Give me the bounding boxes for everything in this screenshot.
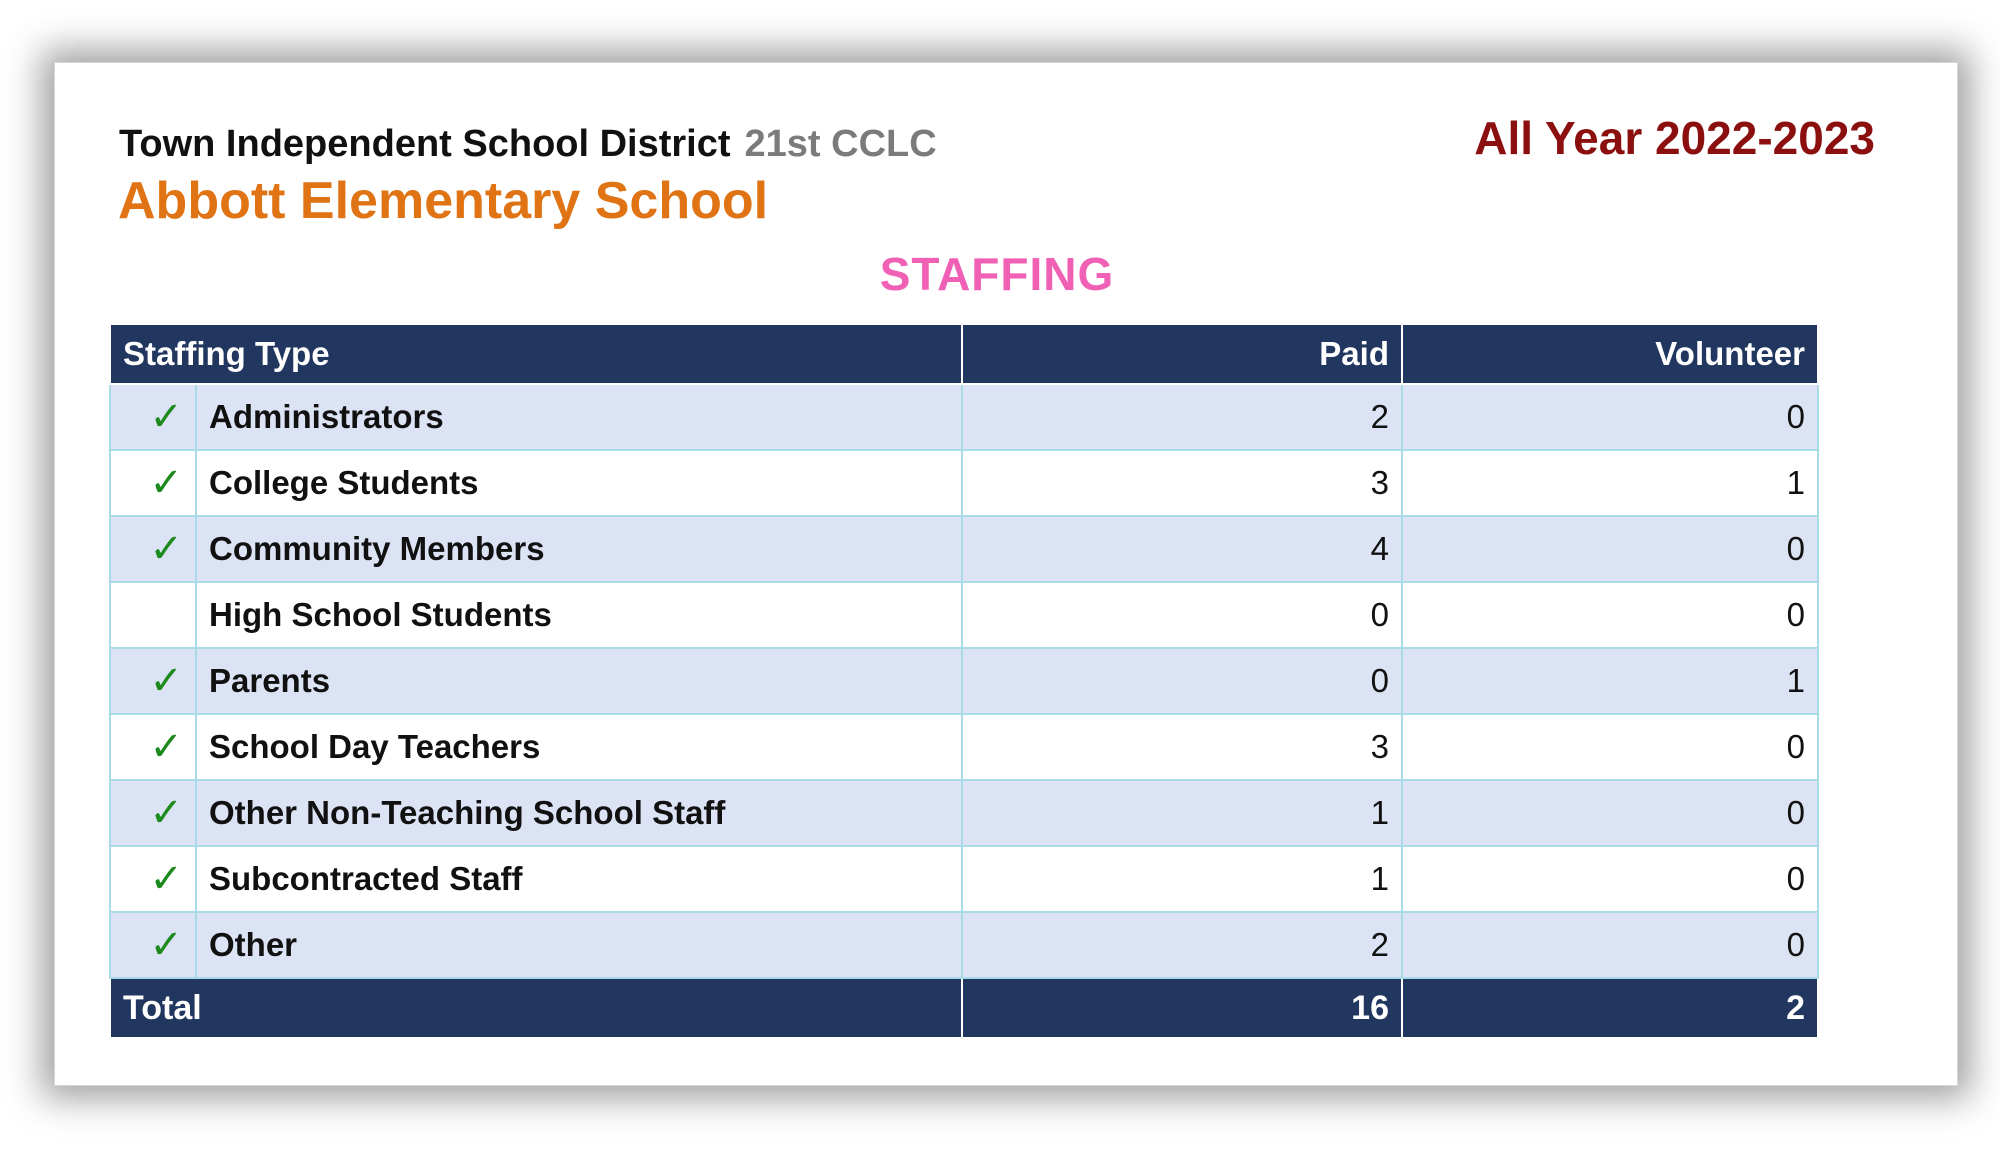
check-icon: ✓ [110, 912, 196, 978]
section-title: STAFFING [879, 248, 1115, 300]
check-icon: ✓ [110, 714, 196, 780]
check-icon: ✓ [110, 648, 196, 714]
staffing-type-label: Subcontracted Staff [196, 846, 962, 912]
check-icon: ✓ [110, 516, 196, 582]
program-name: 21st CCLC [744, 123, 937, 165]
column-header-paid: Paid [962, 324, 1402, 384]
table-row [110, 582, 1818, 648]
staffing-type-label: Other [196, 912, 962, 978]
paid-count: 4 [962, 516, 1402, 582]
staffing-table [109, 323, 1819, 1039]
reporting-period: All Year 2022-2023 [1474, 112, 1875, 164]
volunteer-count: 0 [1402, 714, 1818, 780]
volunteer-count: 0 [1402, 912, 1818, 978]
staffing-type-label: Community Members [196, 516, 962, 582]
volunteer-count: 0 [1402, 780, 1818, 846]
volunteer-count: 1 [1402, 648, 1818, 714]
report-page [54, 62, 1958, 1086]
staffing-type-label: School Day Teachers [196, 714, 962, 780]
paid-count: 2 [962, 912, 1402, 978]
paid-count: 0 [962, 648, 1402, 714]
column-header-staffing-type: Staffing Type [110, 324, 962, 384]
staffing-type-label: Other Non-Teaching School Staff [196, 780, 962, 846]
total-row [110, 978, 1818, 1038]
table-row [110, 384, 1818, 450]
paid-count: 3 [962, 714, 1402, 780]
check-icon: ✓ [110, 846, 196, 912]
check-icon: ✓ [110, 780, 196, 846]
paid-count: 1 [962, 846, 1402, 912]
table-header-row [110, 324, 1818, 384]
volunteer-count: 1 [1402, 450, 1818, 516]
check-icon: ✓ [110, 384, 196, 450]
paid-count: 1 [962, 780, 1402, 846]
table-row [110, 714, 1818, 780]
paid-count: 3 [962, 450, 1402, 516]
volunteer-count: 0 [1402, 582, 1818, 648]
staffing-type-label: College Students [196, 450, 962, 516]
table-row [110, 648, 1818, 714]
table-row [110, 912, 1818, 978]
staffing-type-label: High School Students [196, 582, 962, 648]
volunteer-count: 0 [1402, 384, 1818, 450]
total-paid: 16 [962, 978, 1402, 1038]
volunteer-count: 0 [1402, 846, 1818, 912]
school-name: Abbott Elementary School [118, 172, 769, 230]
table-row [110, 516, 1818, 582]
staffing-type-label: Administrators [196, 384, 962, 450]
paid-count: 0 [962, 582, 1402, 648]
table-row [110, 846, 1818, 912]
total-label: Total [110, 978, 962, 1038]
table-row [110, 780, 1818, 846]
district-name: Town Independent School District [119, 123, 731, 165]
paid-count: 2 [962, 384, 1402, 450]
table-row [110, 450, 1818, 516]
volunteer-count: 0 [1402, 516, 1818, 582]
check-icon: ✓ [110, 450, 196, 516]
total-volunteer: 2 [1402, 978, 1818, 1038]
column-header-volunteer: Volunteer [1402, 324, 1818, 384]
district-heading [119, 123, 937, 166]
staffing-type-label: Parents [196, 648, 962, 714]
check-icon [110, 582, 196, 648]
